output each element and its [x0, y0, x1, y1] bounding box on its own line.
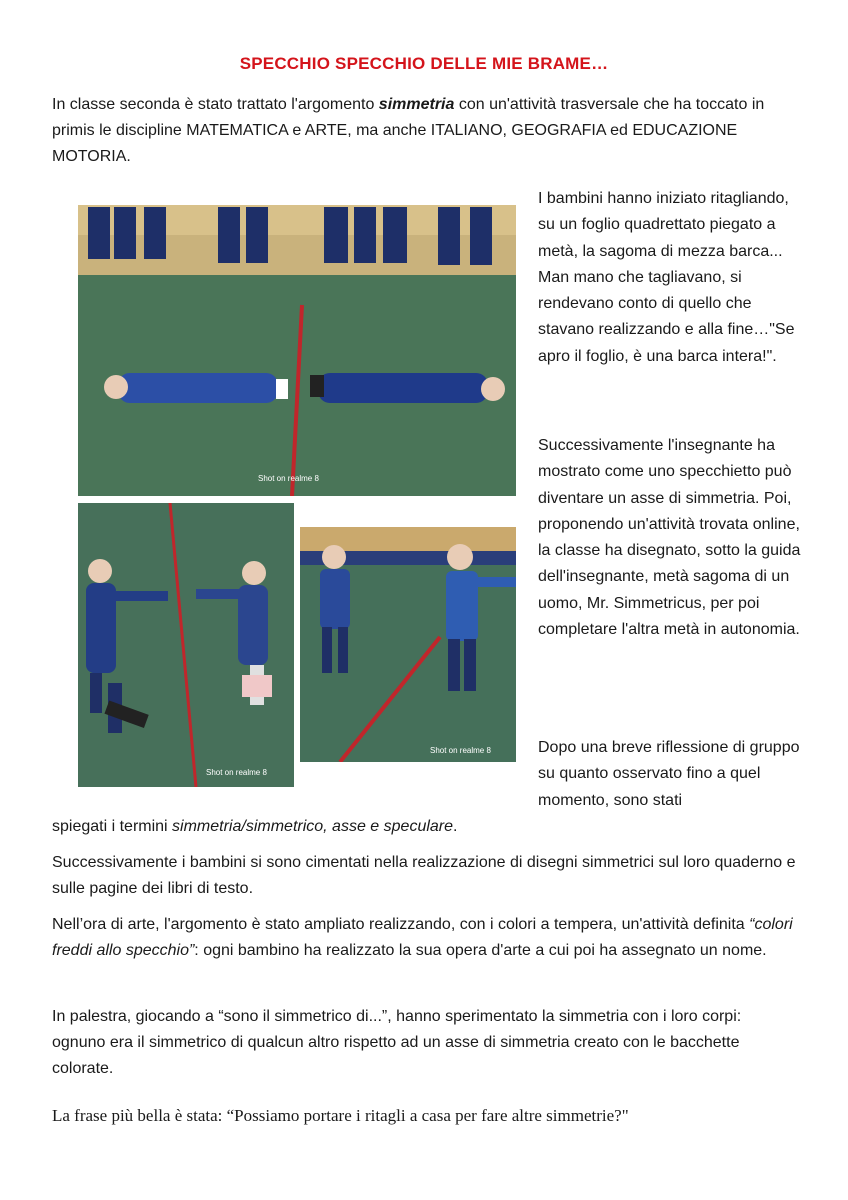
side-paragraph-3: Dopo una breve riflessione di gruppo su quanto osservato fino a quel momento, sono stati	[538, 739, 800, 809]
photo-children-standing	[300, 527, 516, 762]
art-text-post: : ogni bambino ha realizzato la sua opera d'arte a cui poi ha assegnato un nome.	[194, 942, 767, 959]
closing-quote: La frase più bella è stata: “Possiamo portare i ritagli a casa per fare altre simmetrie?"	[52, 1106, 629, 1125]
photo2-watermark: Shot on realme 8	[206, 768, 267, 777]
art-text-emphasis: “colori freddi allo specchio”	[52, 916, 793, 959]
paragraph-art	[52, 912, 797, 964]
photo-children-lying-vertical	[78, 503, 294, 787]
photo1-watermark: Shot on realme 8	[258, 474, 319, 483]
continuation-post: .	[453, 818, 458, 835]
paragraph-gym: In palestra, giocando a “sono il simmetrico di...”, hanno sperimentato la simmetria con i loro corpi: ognuno era il simmetrico di qualcun altro rispetto ad un asse di simmetria creato con le bacchette colorate.	[52, 1008, 742, 1077]
art-text-pre: Nell’ora di arte, l'argomento è stato ampliato realizzando, con i colori a tempera, un'attività definita	[52, 916, 750, 933]
continuation-terms: simmetria/simmetrico, asse e speculare	[172, 818, 454, 835]
continuation-line	[52, 814, 797, 840]
page-title: SPECCHIO SPECCHIO DELLE MIE BRAME…	[239, 54, 609, 73]
continuation-pre: spiegati i termini	[52, 818, 173, 835]
side-paragraph-2: Successivamente l'insegnante ha mostrato come uno specchietto può diventare un asse di simmetria. Poi, proponendo un'attività trovata online, la classe ha disegnato, sotto la guida dell'insegnante, metà sagoma di un uomo, Mr. Simmetricus, per poi completare l'altra metà in autonomia.	[538, 437, 801, 639]
paragraph-drawings: Successivamente i bambini si sono cimentati nella realizzazione di disegni simmetrici sul loro quaderno e sulle pagine dei libri di testo.	[52, 854, 796, 897]
side-paragraph-1: I bambini hanno iniziato ritagliando, su un foglio quadrettato piegato a metà, la sagoma di mezza barca... Man mano che tagliavano, si rendevano conto di quello che stavano realizzando e alla fine…"Se apro il foglio, è una barca intera!".	[538, 190, 795, 365]
intro-text-post: con un'attività trasversale che ha toccato in primis le discipline MATEMATICA e ARTE, ma anche ITALIANO, GEOGRAFIA ed EDUCAZIONE MOTORIA.	[52, 96, 765, 165]
photo-children-lying-floor	[78, 205, 516, 496]
intro-text-emphasis: simmetria	[378, 96, 455, 113]
intro-text-pre: In classe seconda è stato trattato l'argomento	[52, 96, 379, 113]
intro-paragraph	[52, 92, 797, 170]
photo3-watermark: Shot on realme 8	[430, 746, 491, 755]
